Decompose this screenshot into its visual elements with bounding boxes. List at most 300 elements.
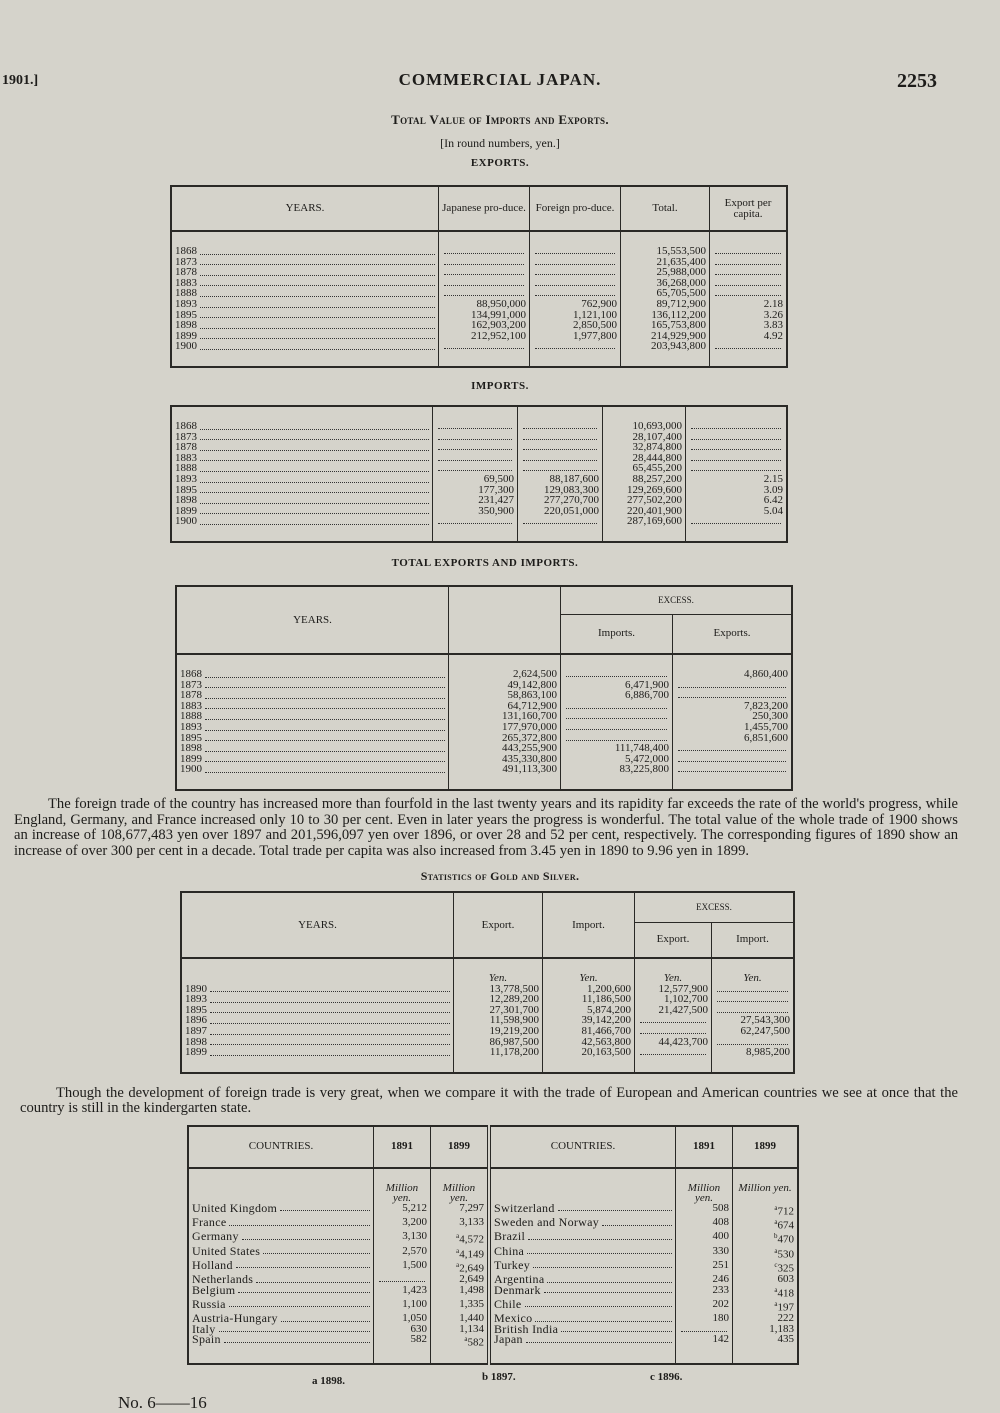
dotted-leader — [200, 470, 429, 472]
foreign-produce-cell — [530, 257, 621, 268]
total-cell: 65,705,500 — [621, 288, 710, 299]
dotted-leader — [691, 442, 781, 450]
value-1891-cell: 582 — [374, 1334, 431, 1348]
value-1899-cell — [733, 1246, 799, 1260]
dotted-leader — [526, 1341, 672, 1343]
table-row — [171, 299, 787, 310]
value: 3,133 — [459, 1216, 484, 1228]
year-cell — [176, 722, 449, 733]
value-1891-cell: 400 — [676, 1231, 733, 1245]
total-cell: 49,142,800 — [449, 680, 561, 691]
row-label: British India — [494, 1321, 559, 1336]
year-cell — [181, 1026, 454, 1037]
dotted-leader — [200, 502, 429, 504]
year-cell — [171, 257, 439, 268]
value-1891-cell — [374, 1274, 431, 1285]
total-cell: 15,553,500 — [621, 246, 710, 257]
dotted-leader — [544, 1291, 672, 1293]
dotted-leader — [715, 257, 781, 265]
japanese-produce-cell — [433, 453, 518, 464]
row-label: Holland — [192, 1257, 233, 1272]
row-label: 1878 — [175, 441, 197, 454]
total-cell: 203,943,800 — [621, 341, 710, 352]
value-1891-cell: 246 — [676, 1274, 733, 1285]
year-cell — [171, 299, 439, 310]
dotted-leader — [535, 257, 615, 265]
japanese-produce-cell: 231,427 — [433, 495, 518, 506]
foreign-produce-cell — [530, 246, 621, 257]
value-1891-cell: 142 — [676, 1334, 733, 1348]
row-label: 1888 — [180, 710, 202, 723]
unit-label: Million yen. — [374, 1183, 431, 1203]
value-1899-cell — [733, 1299, 799, 1313]
excess-import-cell: 62,247,500 — [712, 1026, 795, 1037]
dotted-leader — [205, 750, 445, 752]
table-row — [171, 516, 787, 527]
per-capita-cell: 3.09 — [686, 485, 788, 496]
section-title: Total Value of Imports and Exports. — [391, 112, 609, 127]
row-label: Netherlands — [192, 1272, 254, 1286]
dotted-leader — [558, 1209, 672, 1211]
row-label: 1897 — [185, 1024, 207, 1037]
japanese-produce-cell: 162,903,200 — [439, 320, 530, 331]
row-label: 1899 — [180, 752, 202, 765]
foreign-produce-cell — [530, 267, 621, 278]
table-row — [181, 1026, 794, 1037]
row-label: 1900 — [175, 515, 197, 528]
per-capita-cell: 6.42 — [686, 495, 788, 506]
year-cell — [171, 506, 433, 517]
unit-label: Yen. — [635, 973, 712, 984]
page-number: 2253 — [897, 70, 937, 92]
japanese-produce-cell: 134,991,000 — [439, 310, 530, 321]
import-cell: 20,163,500 — [543, 1047, 635, 1058]
value: 4,572 — [459, 1233, 484, 1246]
total-cell: 88,257,200 — [603, 474, 686, 485]
value: 418 — [777, 1287, 794, 1300]
value-1891-cell: 508 — [676, 1203, 733, 1217]
foreign-produce-cell: 220,051,000 — [518, 506, 603, 517]
value-1891-cell: 180 — [676, 1313, 733, 1324]
footnote-a: a 1898. — [312, 1374, 345, 1387]
table-row — [176, 733, 792, 744]
excess-imports-cell — [561, 701, 673, 712]
dotted-leader — [200, 348, 435, 350]
dotted-leader — [224, 1341, 370, 1343]
dotted-leader — [200, 512, 429, 514]
imports-label: IMPORTS. — [471, 380, 529, 392]
dotted-leader — [438, 442, 512, 450]
col-excess-exports: Exports. — [673, 614, 793, 654]
total-cell: 165,753,800 — [621, 320, 710, 331]
year-cell — [176, 764, 449, 775]
dotted-leader — [535, 278, 615, 286]
japanese-produce-cell: 69,500 — [433, 474, 518, 485]
foreign-produce-cell: 1,121,100 — [530, 310, 621, 321]
row-label: 1883 — [180, 699, 202, 712]
exports-table — [170, 185, 788, 368]
per-capita-cell — [686, 453, 788, 464]
japanese-produce-cell — [433, 421, 518, 432]
dotted-leader — [438, 463, 512, 471]
japanese-produce-cell — [439, 267, 530, 278]
dotted-leader — [715, 246, 781, 254]
dotted-leader — [691, 516, 781, 524]
value-1899-cell — [733, 1334, 799, 1348]
year-cell — [171, 267, 439, 278]
table-row — [176, 680, 792, 691]
per-capita-cell: 3.26 — [710, 310, 788, 321]
year-cell — [176, 669, 449, 680]
value: 470 — [777, 1233, 794, 1246]
value-1891-cell: 202 — [676, 1299, 733, 1313]
row-label: Mexico — [494, 1311, 533, 1326]
dotted-leader — [561, 1330, 672, 1332]
row-label: Belgium — [192, 1282, 236, 1297]
footnote-marker: a — [774, 1285, 778, 1294]
japanese-produce-cell — [439, 246, 530, 257]
import-cell: 1,200,600 — [543, 984, 635, 995]
dotted-leader — [523, 453, 597, 461]
footnote-marker: a — [456, 1260, 460, 1269]
row-label: 1896 — [185, 1014, 207, 1027]
excess-export-cell — [635, 1026, 712, 1037]
dotted-leader — [200, 284, 435, 286]
year-cell — [176, 754, 449, 765]
kindergarten-paragraph: Though the development of foreign trade is very great, when we compare it with the trade of European and American countries we see at once that the country is still in the kindergarten state. — [20, 1084, 958, 1117]
dotted-leader — [242, 1238, 370, 1240]
value-1899-cell — [431, 1324, 490, 1335]
row-label: 1893 — [180, 720, 202, 733]
row-label: Austria-Hungary — [192, 1311, 278, 1326]
total-cell: 10,693,000 — [603, 421, 686, 432]
excess-imports-cell: 111,748,400 — [561, 743, 673, 754]
dotted-leader — [444, 267, 524, 275]
value: 1,134 — [459, 1322, 484, 1335]
value-1899-cell — [733, 1217, 799, 1231]
total-cell: 32,874,800 — [603, 442, 686, 453]
dotted-leader — [200, 491, 429, 493]
value: 4,149 — [459, 1248, 484, 1261]
per-capita-cell — [686, 432, 788, 443]
per-capita-cell — [686, 442, 788, 453]
table-row — [181, 1005, 794, 1016]
row-label: 1873 — [175, 430, 197, 443]
foreign-produce-cell: 129,083,300 — [518, 485, 603, 496]
unit-label: Yen. — [543, 973, 635, 984]
dotted-leader — [640, 1047, 706, 1055]
value-1899-cell — [431, 1246, 490, 1260]
dotted-leader — [523, 516, 597, 524]
dotted-leader — [535, 246, 615, 254]
row-label: 1893 — [185, 993, 207, 1006]
japanese-produce-cell — [433, 516, 518, 527]
excess-exports-cell: 7,823,200 — [673, 701, 793, 712]
value-1899-cell — [733, 1260, 799, 1274]
dotted-leader — [533, 1266, 672, 1268]
import-cell: 39,142,200 — [543, 1015, 635, 1026]
row-label: Chile — [494, 1296, 522, 1311]
countries-table — [187, 1125, 799, 1365]
total-cell: 65,455,200 — [603, 463, 686, 474]
value-1891-cell: 251 — [676, 1260, 733, 1274]
row-label: Germany — [192, 1229, 239, 1244]
dotted-leader — [566, 722, 667, 730]
table-row — [188, 1313, 798, 1324]
dotted-leader — [681, 1324, 727, 1332]
dotted-leader — [200, 428, 429, 430]
total-cell: 443,255,900 — [449, 743, 561, 754]
col-years: YEARS. — [181, 892, 454, 958]
dotted-leader — [678, 743, 786, 751]
per-capita-cell — [710, 267, 788, 278]
foreign-produce-cell — [518, 453, 603, 464]
total-cell: 265,372,800 — [449, 733, 561, 744]
total-cell: 36,268,000 — [621, 278, 710, 289]
foreign-produce-cell — [518, 442, 603, 453]
year-cell — [176, 733, 449, 744]
year-cell — [176, 701, 449, 712]
value: 435 — [777, 1333, 794, 1346]
year-cell — [171, 495, 433, 506]
value: 7,297 — [459, 1201, 484, 1214]
exports-label: EXPORTS. — [470, 157, 530, 169]
value-1899-cell — [733, 1274, 799, 1285]
col-excess-imports: Imports. — [561, 614, 673, 654]
dotted-leader — [210, 1043, 450, 1045]
dotted-leader — [535, 341, 615, 349]
per-capita-cell — [686, 421, 788, 432]
value-1891-cell: 1,423 — [374, 1285, 431, 1299]
excess-exports-cell: 6,851,600 — [673, 733, 793, 744]
total-cell: 28,444,800 — [603, 453, 686, 464]
export-cell: 11,598,900 — [454, 1015, 543, 1026]
dotted-leader — [205, 771, 445, 773]
total-table — [175, 585, 793, 791]
total-cell: 177,970,000 — [449, 722, 561, 733]
row-label: 1895 — [180, 731, 202, 744]
row-label: Brazil — [494, 1229, 526, 1244]
excess-imports-cell — [561, 722, 673, 733]
dotted-leader — [678, 764, 786, 772]
dotted-leader — [717, 994, 788, 1002]
per-capita-cell: 2.15 — [686, 474, 788, 485]
year-cell — [181, 1005, 454, 1016]
dotted-leader — [379, 1274, 425, 1282]
year-cell — [181, 1015, 454, 1026]
table-row — [171, 453, 787, 464]
excess-imports-cell — [561, 711, 673, 722]
dotted-leader — [200, 481, 429, 483]
per-capita-cell: 5.04 — [686, 506, 788, 517]
unit-label: Million yen. — [733, 1183, 799, 1203]
dotted-leader — [229, 1224, 370, 1226]
dotted-leader — [205, 729, 445, 731]
dotted-leader — [717, 1037, 788, 1045]
row-label: 1873 — [180, 678, 202, 691]
dotted-leader — [715, 341, 781, 349]
dotted-leader — [715, 278, 781, 286]
total-cell: 287,169,600 — [603, 516, 686, 527]
dotted-leader — [547, 1281, 672, 1283]
dotted-leader — [205, 686, 445, 688]
year-cell — [171, 310, 439, 321]
table-row — [176, 711, 792, 722]
table-row — [188, 1203, 798, 1217]
per-capita-cell: 2.18 — [710, 299, 788, 310]
col-excess-export: Export. — [635, 922, 712, 958]
foreign-produce-cell: 277,270,700 — [518, 495, 603, 506]
col-1899-right: 1899 — [733, 1126, 799, 1168]
col-total: Total. — [621, 186, 710, 231]
value: 222 — [777, 1312, 794, 1325]
value: 1,183 — [769, 1322, 794, 1335]
dotted-leader — [566, 733, 667, 741]
export-cell: 27,301,700 — [454, 1005, 543, 1016]
excess-imports-cell: 6,886,700 — [561, 690, 673, 701]
value: 582 — [467, 1336, 484, 1349]
dotted-leader — [640, 1015, 706, 1023]
foreign-produce-cell — [530, 278, 621, 289]
dotted-leader — [715, 288, 781, 296]
table-row — [188, 1231, 798, 1245]
row-label: Sweden and Norway — [494, 1215, 600, 1229]
dotted-leader — [256, 1281, 370, 1283]
dotted-leader — [438, 421, 512, 429]
dotted-leader — [691, 432, 781, 440]
unit-label: Yen. — [712, 973, 795, 984]
table-row — [176, 722, 792, 733]
year-cell — [171, 485, 433, 496]
running-head-title: COMMERCIAL JAPAN. — [398, 70, 602, 89]
table-row — [176, 764, 792, 775]
footnote-marker: b — [774, 1232, 778, 1241]
row-label: 1893 — [175, 297, 197, 310]
dotted-leader — [200, 295, 435, 297]
total-cell: 58,863,100 — [449, 690, 561, 701]
table-row — [181, 1047, 794, 1058]
value: 1,498 — [459, 1283, 484, 1296]
dotted-leader — [219, 1330, 371, 1332]
excess-exports-cell — [673, 680, 793, 691]
row-label: Spain — [192, 1332, 221, 1347]
value: 2,649 — [459, 1262, 484, 1275]
footnote-c: c 1896. — [650, 1370, 683, 1383]
year-cell — [171, 442, 433, 453]
table-row — [176, 743, 792, 754]
value-1899-cell — [431, 1299, 490, 1313]
dotted-leader — [715, 267, 781, 275]
value-1891-cell: 5,212 — [374, 1203, 431, 1217]
col-countries-right: COUNTRIES. — [489, 1126, 676, 1168]
value-1899-cell — [431, 1285, 490, 1299]
excess-exports-cell — [673, 754, 793, 765]
total-cell: 136,112,200 — [621, 310, 710, 321]
foreign-produce-cell — [518, 432, 603, 443]
japanese-produce-cell: 350,900 — [433, 506, 518, 517]
footnote-marker: a — [774, 1299, 778, 1308]
japanese-produce-cell — [433, 432, 518, 443]
year-cell — [176, 680, 449, 691]
row-label: 1868 — [175, 420, 197, 432]
dotted-leader — [640, 1026, 706, 1034]
unit-label: Yen. — [454, 973, 543, 984]
year-cell — [171, 432, 433, 443]
total-cell: 2,624,500 — [449, 669, 561, 680]
dotted-leader — [210, 1001, 450, 1003]
footnote-marker: c — [774, 1260, 778, 1269]
table-row — [171, 442, 787, 453]
year-cell — [171, 516, 433, 527]
japanese-produce-cell — [439, 257, 530, 268]
value: 603 — [777, 1273, 794, 1285]
row-label: 1900 — [180, 763, 202, 776]
table-row — [171, 421, 787, 432]
value: 2,649 — [459, 1273, 484, 1285]
dotted-leader — [200, 438, 429, 440]
dotted-leader — [205, 760, 445, 762]
japanese-produce-cell — [433, 442, 518, 453]
value-1891-cell: 3,200 — [374, 1217, 431, 1231]
excess-export-cell: 12,577,900 — [635, 984, 712, 995]
dotted-leader — [280, 1209, 370, 1211]
total-cell: 129,269,600 — [603, 485, 686, 496]
row-label: 1888 — [175, 462, 197, 475]
row-label: 1895 — [175, 308, 197, 321]
excess-imports-cell: 5,472,000 — [561, 754, 673, 765]
dotted-leader — [200, 337, 435, 339]
col-excess: EXCESS. — [635, 892, 795, 922]
dotted-leader — [205, 707, 445, 709]
foreign-produce-cell: 762,900 — [530, 299, 621, 310]
row-label: 1900 — [175, 340, 197, 353]
excess-exports-cell: 250,300 — [673, 711, 793, 722]
col-export-per-capita: Export per capita. — [710, 186, 788, 231]
table-row — [188, 1299, 798, 1313]
table-row — [171, 506, 787, 517]
value-1899-cell — [431, 1334, 490, 1348]
foreign-produce-cell: 2,850,500 — [530, 320, 621, 331]
dotted-leader — [523, 421, 597, 429]
footnotes-row — [0, 1371, 1000, 1389]
dotted-leader — [263, 1252, 370, 1254]
row-label: 1899 — [175, 504, 197, 517]
excess-exports-cell — [673, 743, 793, 754]
dotted-leader — [200, 263, 435, 265]
year-cell — [181, 994, 454, 1005]
year-cell — [181, 1037, 454, 1048]
dotted-leader — [205, 718, 445, 720]
excess-export-cell: 44,423,700 — [635, 1037, 712, 1048]
total-label: TOTAL EXPORTS AND IMPORTS. — [391, 557, 579, 569]
export-cell: 19,219,200 — [454, 1026, 543, 1037]
export-cell: 12,289,200 — [454, 994, 543, 1005]
dotted-leader — [523, 432, 597, 440]
col-1891-right: 1891 — [676, 1126, 733, 1168]
col-excess-import: Import. — [712, 922, 795, 958]
excess-import-cell: 27,543,300 — [712, 1015, 795, 1026]
japanese-produce-cell — [439, 341, 530, 352]
total-cell: 64,712,900 — [449, 701, 561, 712]
dotted-leader — [205, 697, 445, 699]
footnote-marker: a — [774, 1246, 778, 1255]
excess-export-cell: 1,102,700 — [635, 994, 712, 1005]
section-subtitle: [In round numbers, yen.] — [440, 136, 560, 150]
dotted-leader — [535, 267, 615, 275]
total-cell: 214,929,900 — [621, 331, 710, 342]
row-label: 1898 — [175, 494, 197, 507]
total-cell: 25,988,000 — [621, 267, 710, 278]
